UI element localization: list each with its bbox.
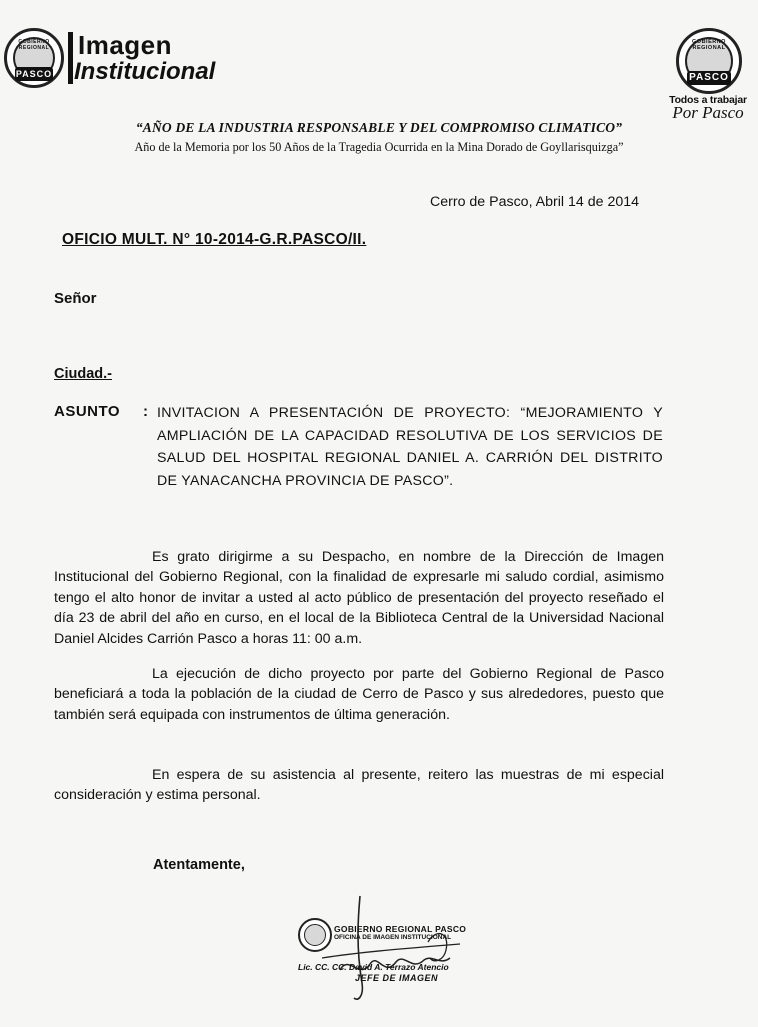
logo-line-institucional: Institucional xyxy=(74,58,216,85)
signer-name: Lic. CC. CC. David A. Terrazo Atencio xyxy=(298,962,449,972)
year-motto: “AÑO DE LA INDUSTRIA RESPONSABLE Y DEL COMPROMISO CLIMATICO” xyxy=(135,120,623,135)
memorial-line: Año de la Memoria por los 50 Años de la Tragedia Ocurrida en la Mina Dorado de Goyllarisquizga” xyxy=(134,140,624,154)
paragraph-closing: En espera de su asistencia al presente, reitero las muestras de mi especial consideración y estima personal. xyxy=(54,767,664,804)
paragraph-invitation: Es grato dirigirme a su Despacho, en nombre de la Dirección de Imagen Institucional del Gobierno Regional, con la finalidad de expresarle mi saludo cordial, asimismo tengo el alto honor de invitar a usted al acto público de presentación del proyecto reseñado el día 23 de abril del año en curso, en el local de la Biblioteca Central de la Universidad Nacional Daniel Alcides Carrión Pasco a horas 11: 00 a.m. xyxy=(54,549,664,647)
gobierno-regional-seal-right: GOBIERNO REGIONAL PASCO xyxy=(676,28,742,94)
city: Ciudad.- xyxy=(54,366,112,382)
stamp-line1: GOBIERNO REGIONAL PASCO xyxy=(334,924,467,934)
slogan-line2: Por Pasco xyxy=(672,103,744,122)
closing: Atentamente, xyxy=(153,857,245,873)
stamp-line2: OFICINA DE IMAGEN INSTITUCIONAL xyxy=(334,934,452,941)
imagen-institucional-logo xyxy=(68,30,228,90)
logo-bracket xyxy=(68,32,73,84)
subject-label: ASUNTO xyxy=(54,403,121,420)
signature-mark xyxy=(300,888,480,1008)
logo-line-imagen: Imagen xyxy=(78,30,173,60)
gobierno-regional-seal-left: GOBIERNO REGIONAL PASCO xyxy=(4,28,64,88)
subject-text: INVITACION A PRESENTACIÓN DE PROYECTO: “MEJORAMIENTO Y AMPLIACIÓN DE LA CAPACIDAD RESOLUTIVA DE LOS SERVICIOS DE SALUD DEL HOSPITAL REGIONAL DANIEL A. CARRIÓN DEL DISTRITO DE YANACANCHA PROVINCIA DE PASCO”. xyxy=(157,405,663,489)
recipient: Señor xyxy=(54,290,97,307)
paragraph-benefit: La ejecución de dicho proyecto por parte del Gobierno Regional de Pasco beneficiará a toda la población de la ciudad de Cerro de Pasco y sus alrededores, puesto que también será equipada con instrumentos de última generación. xyxy=(54,666,664,723)
slogan-line1: Todos a trabajar xyxy=(669,94,747,106)
subject-separator: : xyxy=(143,403,148,420)
date-line: Cerro de Pasco, Abril 14 de 2014 xyxy=(430,194,640,210)
document-number: OFICIO MULT. N° 10-2014-G.R.PASCO/II. xyxy=(62,231,367,248)
signer-title: JEFE DE IMAGEN xyxy=(355,973,439,983)
slogan xyxy=(660,94,756,123)
